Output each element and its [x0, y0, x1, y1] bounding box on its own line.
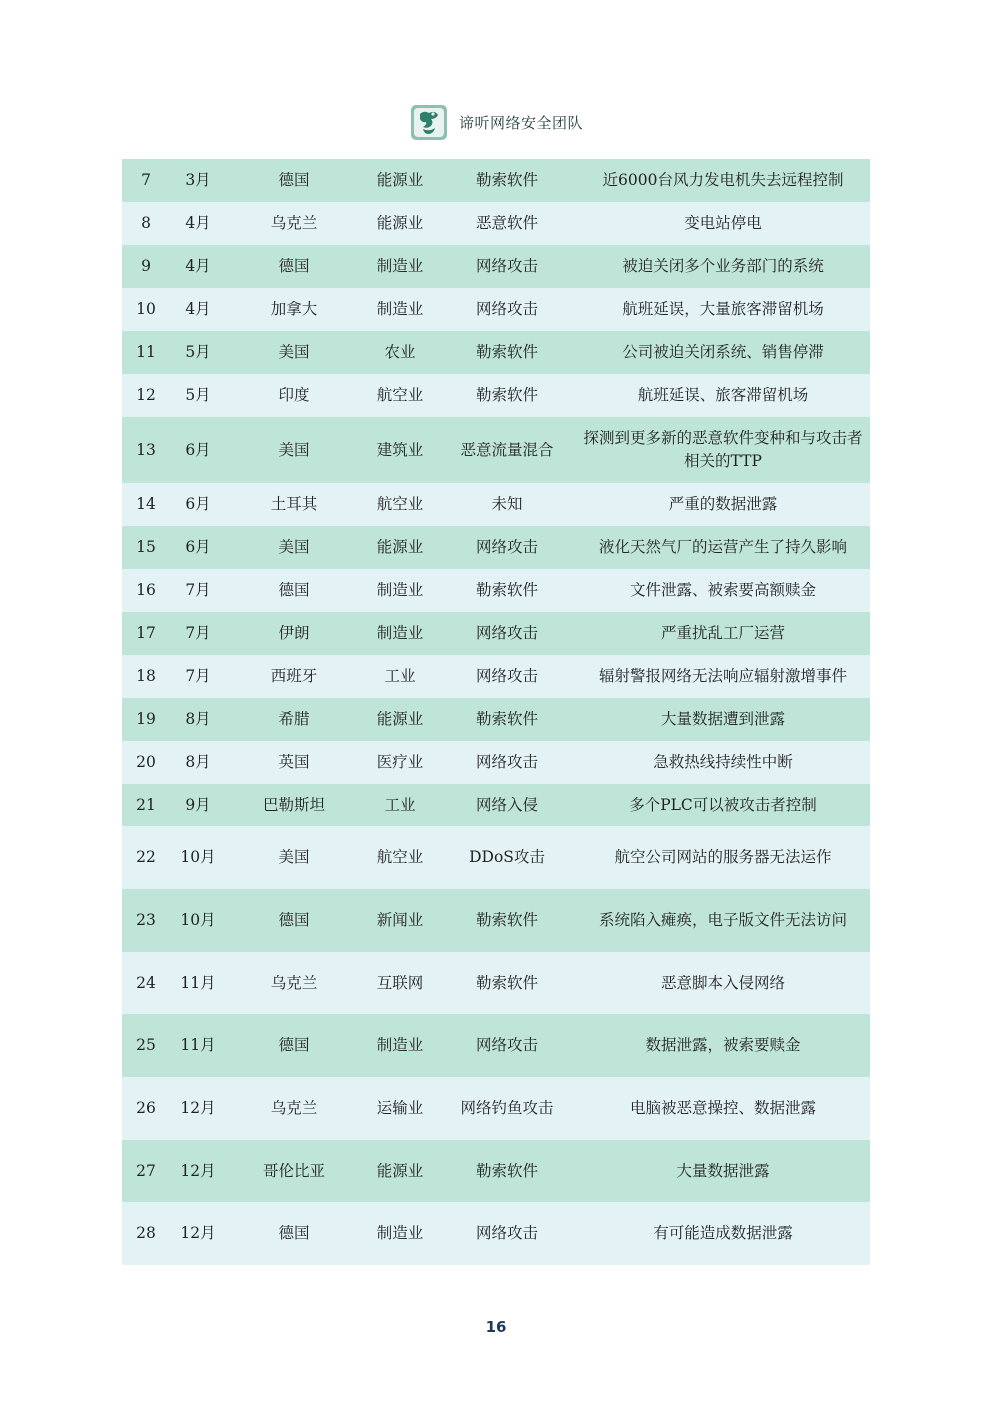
- incident-industry: 建筑业: [362, 417, 438, 483]
- incident-impact: 电脑被恶意操控、数据泄露: [576, 1077, 870, 1140]
- incident-no: 18: [122, 655, 170, 698]
- incident-no: 20: [122, 741, 170, 784]
- incident-impact: 探测到更多新的恶意软件变种和与攻击者相关的TTP: [576, 417, 870, 483]
- incident-type: 恶意流量混合: [438, 417, 576, 483]
- incident-no: 28: [122, 1202, 170, 1265]
- incident-month: 7月: [170, 569, 226, 612]
- incident-no: 13: [122, 417, 170, 483]
- incident-type: 网络攻击: [438, 741, 576, 784]
- incident-month: 8月: [170, 741, 226, 784]
- incident-impact: 辐射警报网络无法响应辐射激增事件: [576, 655, 870, 698]
- table-row: [122, 331, 870, 374]
- table-row: [122, 159, 870, 202]
- incident-no: 17: [122, 612, 170, 655]
- ditingseal-logo-icon: [409, 102, 449, 142]
- incident-country: 西班牙: [226, 655, 362, 698]
- incident-country: 美国: [226, 417, 362, 483]
- incident-impact: 液化天然气厂的运营产生了持久影响: [576, 526, 870, 569]
- incident-no: 21: [122, 784, 170, 826]
- incident-type: 网络入侵: [438, 784, 576, 826]
- incident-type: 网络攻击: [438, 1014, 576, 1077]
- incident-industry: 工业: [362, 784, 438, 826]
- incident-type: 勒索软件: [438, 952, 576, 1014]
- incident-no: 9: [122, 245, 170, 288]
- incident-type: 未知: [438, 483, 576, 526]
- incident-industry: 航空业: [362, 374, 438, 417]
- incident-industry: 航空业: [362, 826, 438, 889]
- incident-month: 4月: [170, 245, 226, 288]
- incident-type: 网络攻击: [438, 612, 576, 655]
- incident-impact: 大量数据泄露: [576, 1140, 870, 1202]
- table-row: [122, 655, 870, 698]
- table-row: [122, 417, 870, 483]
- incident-no: 27: [122, 1140, 170, 1202]
- incident-no: 7: [122, 159, 170, 202]
- incident-industry: 运输业: [362, 1077, 438, 1140]
- incident-country: 乌克兰: [226, 952, 362, 1014]
- incident-industry: 制造业: [362, 1202, 438, 1265]
- table-row: [122, 245, 870, 288]
- incident-impact: 有可能造成数据泄露: [576, 1202, 870, 1265]
- incident-impact: 严重的数据泄露: [576, 483, 870, 526]
- incident-industry: 农业: [362, 331, 438, 374]
- incident-industry: 制造业: [362, 245, 438, 288]
- incident-month: 8月: [170, 698, 226, 741]
- incident-country: 德国: [226, 569, 362, 612]
- incident-country: 美国: [226, 826, 362, 889]
- incident-month: 5月: [170, 331, 226, 374]
- incident-type: 勒索软件: [438, 331, 576, 374]
- incident-country: 德国: [226, 245, 362, 288]
- incident-type: 勒索软件: [438, 569, 576, 612]
- incident-impact: 文件泄露、被索要高额赎金: [576, 569, 870, 612]
- incident-no: 8: [122, 202, 170, 245]
- incident-type: 勒索软件: [438, 698, 576, 741]
- incident-no: 23: [122, 889, 170, 952]
- table-row: [122, 826, 870, 889]
- incident-impact: 航班延误、旅客滞留机场: [576, 374, 870, 417]
- incident-industry: 能源业: [362, 698, 438, 741]
- incident-impact: 多个PLC可以被攻击者控制: [576, 784, 870, 826]
- incident-industry: 能源业: [362, 1140, 438, 1202]
- incident-no: 11: [122, 331, 170, 374]
- incident-no: 10: [122, 288, 170, 331]
- incident-type: 网络攻击: [438, 655, 576, 698]
- incident-impact: 系统陷入瘫痪，电子版文件无法访问: [576, 889, 870, 952]
- incident-country: 英国: [226, 741, 362, 784]
- page-header: [0, 100, 992, 144]
- incident-type: 勒索软件: [438, 159, 576, 202]
- incident-type: 网络攻击: [438, 288, 576, 331]
- incident-impact: 近6000台风力发电机失去远程控制: [576, 159, 870, 202]
- incident-industry: 制造业: [362, 569, 438, 612]
- incident-month: 12月: [170, 1140, 226, 1202]
- incident-type: 勒索软件: [438, 889, 576, 952]
- incident-country: 德国: [226, 159, 362, 202]
- incident-month: 6月: [170, 526, 226, 569]
- incident-type: 勒索软件: [438, 374, 576, 417]
- incident-impact: 数据泄露，被索要赎金: [576, 1014, 870, 1077]
- table-row: [122, 1014, 870, 1077]
- incident-month: 7月: [170, 655, 226, 698]
- incident-no: 14: [122, 483, 170, 526]
- incident-month: 11月: [170, 952, 226, 1014]
- incident-country: 乌克兰: [226, 1077, 362, 1140]
- table-row: [122, 741, 870, 784]
- incident-industry: 互联网: [362, 952, 438, 1014]
- incident-country: 印度: [226, 374, 362, 417]
- incident-industry: 能源业: [362, 202, 438, 245]
- incident-month: 12月: [170, 1077, 226, 1140]
- incident-no: 26: [122, 1077, 170, 1140]
- incident-month: 7月: [170, 612, 226, 655]
- incident-month: 3月: [170, 159, 226, 202]
- incident-industry: 医疗业: [362, 741, 438, 784]
- incident-impact: 严重扰乱工厂运营: [576, 612, 870, 655]
- table-row: [122, 784, 870, 826]
- incident-impact: 航班延误，大量旅客滞留机场: [576, 288, 870, 331]
- incident-type: DDoS攻击: [438, 826, 576, 889]
- table-row: [122, 612, 870, 655]
- incident-industry: 工业: [362, 655, 438, 698]
- incident-industry: 制造业: [362, 1014, 438, 1077]
- incident-no: 22: [122, 826, 170, 889]
- incident-type: 网络钓鱼攻击: [438, 1077, 576, 1140]
- incident-month: 12月: [170, 1202, 226, 1265]
- incident-country: 德国: [226, 1202, 362, 1265]
- incident-impact: 公司被迫关闭系统、销售停滞: [576, 331, 870, 374]
- incident-month: 5月: [170, 374, 226, 417]
- incident-impact: 被迫关闭多个业务部门的系统: [576, 245, 870, 288]
- incident-country: 土耳其: [226, 483, 362, 526]
- incident-no: 12: [122, 374, 170, 417]
- incident-country: 加拿大: [226, 288, 362, 331]
- page-number: 16: [485, 1318, 507, 1336]
- incident-type: 恶意软件: [438, 202, 576, 245]
- incident-country: 美国: [226, 526, 362, 569]
- incident-month: 6月: [170, 483, 226, 526]
- incident-month: 10月: [170, 889, 226, 952]
- incident-no: 19: [122, 698, 170, 741]
- incident-industry: 能源业: [362, 159, 438, 202]
- table-row: [122, 526, 870, 569]
- table-row: [122, 569, 870, 612]
- incident-month: 9月: [170, 784, 226, 826]
- incident-month: 10月: [170, 826, 226, 889]
- incident-industry: 航空业: [362, 483, 438, 526]
- incident-month: 6月: [170, 417, 226, 483]
- incident-industry: 制造业: [362, 288, 438, 331]
- incident-country: 乌克兰: [226, 202, 362, 245]
- incident-month: 11月: [170, 1014, 226, 1077]
- table-row: [122, 698, 870, 741]
- incident-no: 15: [122, 526, 170, 569]
- incident-industry: 制造业: [362, 612, 438, 655]
- incident-country: 巴勒斯坦: [226, 784, 362, 826]
- incident-no: 25: [122, 1014, 170, 1077]
- table-row: [122, 483, 870, 526]
- table-row: [122, 1140, 870, 1202]
- table-row: [122, 1077, 870, 1140]
- incident-industry: 能源业: [362, 526, 438, 569]
- incident-table: [122, 159, 870, 1265]
- table-row: [122, 1202, 870, 1265]
- incident-no: 16: [122, 569, 170, 612]
- incident-impact: 恶意脚本入侵网络: [576, 952, 870, 1014]
- incident-industry: 新闻业: [362, 889, 438, 952]
- incident-type: 网络攻击: [438, 526, 576, 569]
- incident-month: 4月: [170, 288, 226, 331]
- incident-type: 勒索软件: [438, 1140, 576, 1202]
- incident-impact: 急救热线持续性中断: [576, 741, 870, 784]
- table-row: [122, 202, 870, 245]
- team-name: 谛听网络安全团队: [458, 113, 583, 132]
- table-row: [122, 952, 870, 1014]
- incident-month: 4月: [170, 202, 226, 245]
- table-row: [122, 374, 870, 417]
- incident-impact: 大量数据遭到泄露: [576, 698, 870, 741]
- incident-type: 网络攻击: [438, 245, 576, 288]
- incident-country: 美国: [226, 331, 362, 374]
- table-row: [122, 889, 870, 952]
- incident-impact: 变电站停电: [576, 202, 870, 245]
- incident-impact: 航空公司网站的服务器无法运作: [576, 826, 870, 889]
- incident-no: 24: [122, 952, 170, 1014]
- table-row: [122, 288, 870, 331]
- incident-country: 德国: [226, 889, 362, 952]
- incident-country: 伊朗: [226, 612, 362, 655]
- incident-country: 希腊: [226, 698, 362, 741]
- incident-country: 哥伦比亚: [226, 1140, 362, 1202]
- incident-type: 网络攻击: [438, 1202, 576, 1265]
- incident-country: 德国: [226, 1014, 362, 1077]
